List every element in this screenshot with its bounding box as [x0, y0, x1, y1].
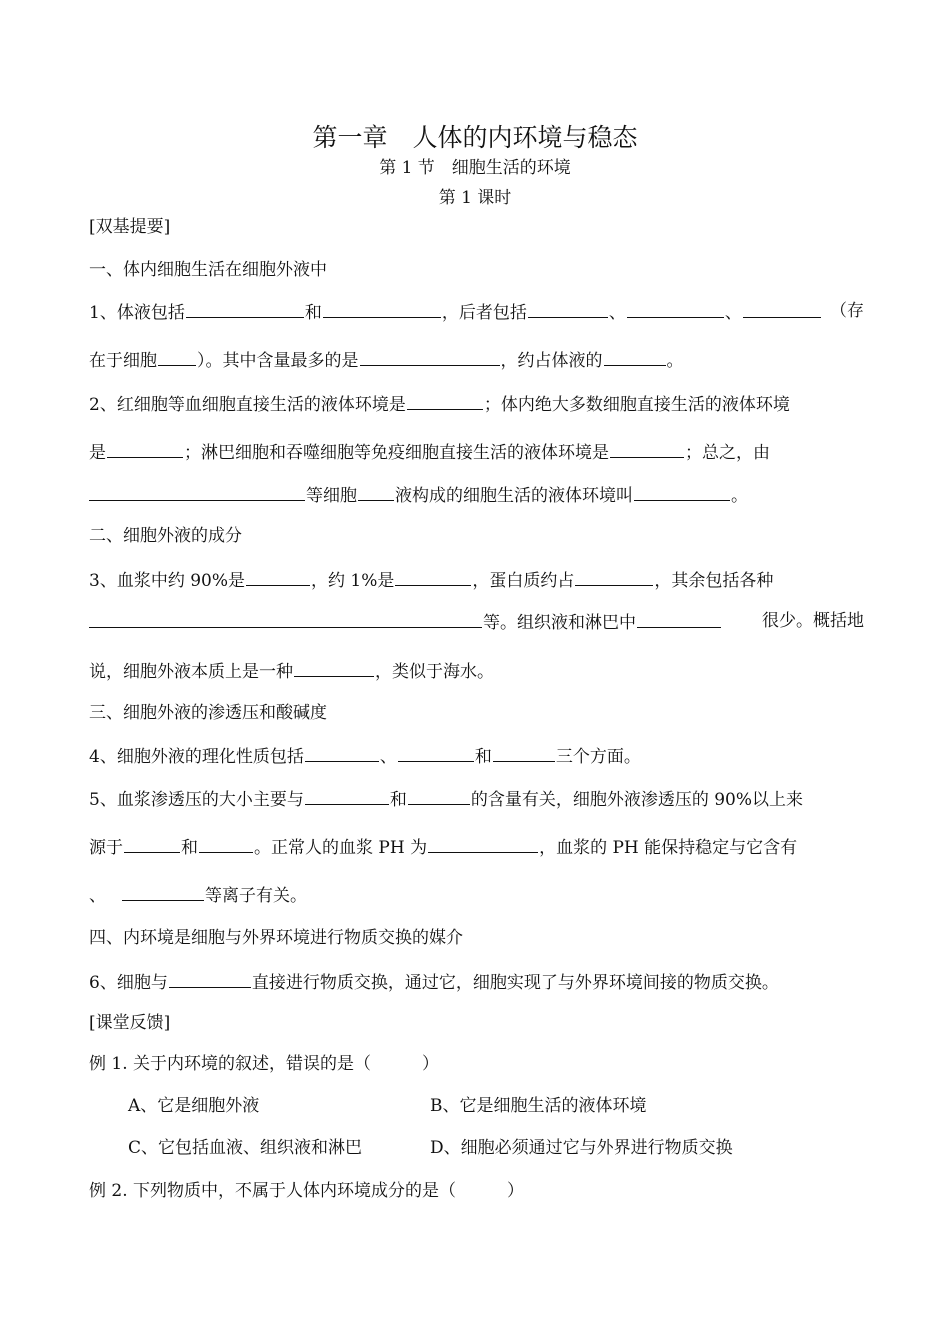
- example-1-option-a[interactable]: A、它是细胞外液: [128, 1096, 260, 1116]
- blank[interactable]: [305, 787, 389, 805]
- question-2-line-2: 是 ；淋巴细胞和吞噬细胞等免疫细胞直接生活的液体环境是 ；总之，由: [89, 440, 770, 464]
- chapter-title: 第一章 人体的内环境与稳态: [312, 123, 638, 152]
- blank[interactable]: [169, 970, 251, 988]
- blank[interactable]: [294, 659, 374, 677]
- heading-3: 三、细胞外液的渗透压和酸碱度: [89, 703, 327, 723]
- basics-label: [双基提要]: [89, 217, 171, 237]
- question-5-line-3: 、 等离子有关。: [89, 883, 307, 907]
- heading-2: 二、细胞外液的成分: [89, 526, 242, 546]
- blank[interactable]: [493, 744, 555, 762]
- q3-text-end: 很少。概括地: [762, 611, 864, 631]
- lesson-label: 第 1 课时: [438, 188, 512, 208]
- question-2-line-1: 2、红细胞等血细胞直接生活的液体环境是 ；体内绝大多数细胞直接生活的液体环境: [89, 392, 790, 416]
- blank[interactable]: [323, 300, 441, 318]
- question-5-line-1: 5、血浆渗透压的大小主要与 和 的含量有关，细胞外液渗透压的 90%以上来: [89, 787, 803, 811]
- question-3-line-1: 3、血浆中约 90%是 ，约 1%是 ，蛋白质约占 ，其余包括各种: [89, 568, 773, 592]
- question-1-line-2: 在于细胞 ）。其中含量最多的是 ，约占体液的 。: [89, 348, 684, 372]
- heading-1: 一、体内细胞生活在细胞外液中: [89, 260, 327, 280]
- blank[interactable]: [528, 300, 608, 318]
- blank[interactable]: [610, 440, 684, 458]
- question-2-line-3: 等细胞 液构成的细胞生活的液体环境叫 。: [89, 483, 748, 507]
- blank[interactable]: [89, 483, 305, 501]
- blank[interactable]: [246, 568, 310, 586]
- blank[interactable]: [186, 300, 304, 318]
- blank[interactable]: [407, 392, 483, 410]
- example-1-option-b[interactable]: B、它是细胞生活的液体环境: [430, 1096, 647, 1116]
- blank[interactable]: [158, 348, 196, 366]
- blank[interactable]: [107, 440, 183, 458]
- blank[interactable]: [637, 610, 721, 628]
- question-3-line-3: 说，细胞外液本质上是一种 ，类似于海水。: [89, 659, 494, 683]
- blank[interactable]: [395, 568, 471, 586]
- blank[interactable]: [305, 744, 379, 762]
- question-4: 4、细胞外液的理化性质包括 、 和 三个方面。: [89, 744, 641, 768]
- blank[interactable]: [604, 348, 666, 366]
- example-1-option-d[interactable]: D、细胞必须通过它与外界进行物质交换: [430, 1138, 733, 1158]
- question-5-line-2: 源于 和 。正常人的血浆 PH 为 ，血浆的 PH 能保持稳定与它含有: [89, 835, 797, 859]
- q1-text-end: （存: [830, 301, 864, 321]
- heading-4: 四、内环境是细胞与外界环境进行物质交换的媒介: [89, 928, 463, 948]
- blank[interactable]: [360, 348, 500, 366]
- blank[interactable]: [428, 835, 538, 853]
- blank[interactable]: [627, 300, 724, 318]
- question-6: 6、细胞与 直接进行物质交换，通过它，细胞实现了与外界环境间接的物质交换。: [89, 970, 779, 994]
- section-title: 第 1 节 细胞生活的环境: [379, 158, 571, 178]
- blank[interactable]: [743, 300, 821, 318]
- q3-text: 等。组织液和淋巴中: [89, 610, 722, 634]
- blank[interactable]: [398, 744, 474, 762]
- blank[interactable]: [124, 835, 180, 853]
- blank[interactable]: [634, 483, 730, 501]
- blank[interactable]: [122, 883, 204, 901]
- example-2-stem: 例 2. 下列物质中，不属于人体内环境成分的是（ ）: [89, 1181, 525, 1201]
- blank[interactable]: [89, 610, 482, 628]
- example-1-option-c[interactable]: C、它包括血液、组织液和淋巴: [128, 1138, 363, 1158]
- question-3-line-2: [89, 610, 864, 634]
- example-1-stem: 例 1. 关于内环境的叙述，错误的是（ ）: [89, 1054, 440, 1074]
- blank[interactable]: [575, 568, 653, 586]
- feedback-label: [课堂反馈]: [89, 1013, 171, 1033]
- q1-text: 1、体液包括 和 ，后者包括 、 、: [89, 300, 822, 324]
- blank[interactable]: [358, 483, 394, 501]
- blank[interactable]: [199, 835, 253, 853]
- question-1-line-1: [89, 300, 864, 324]
- blank[interactable]: [408, 787, 470, 805]
